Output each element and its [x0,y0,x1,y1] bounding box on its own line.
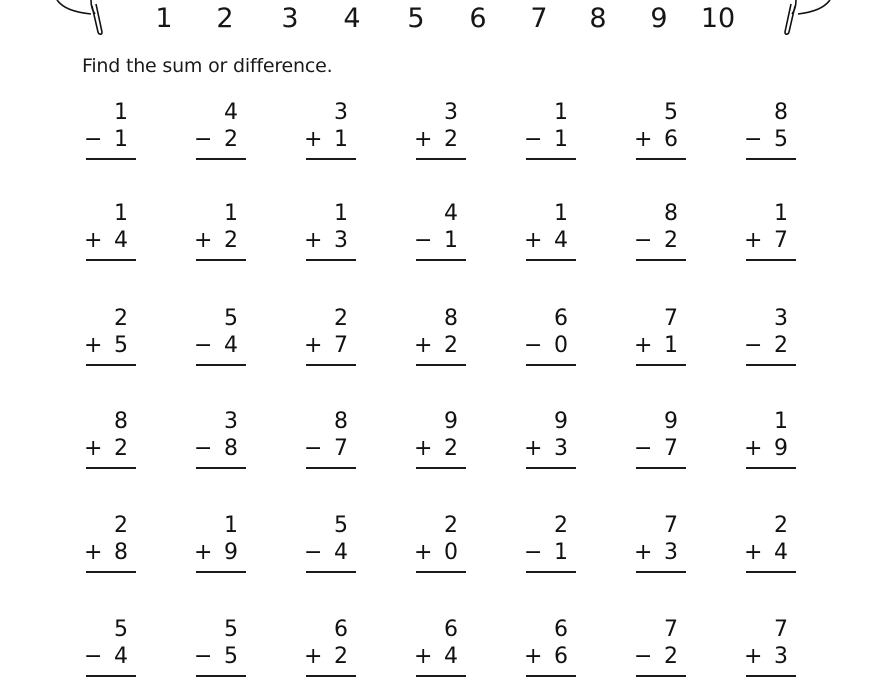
operator-sign: + [84,436,103,461]
first-operand: 8 [334,409,348,434]
second-operand: 3 [664,540,678,565]
operator-sign: + [194,228,213,253]
operator-sign: − [194,333,213,358]
math-problem [524,409,584,479]
second-operand-row [744,228,788,254]
math-problem [524,617,584,687]
first-operand: 1 [334,201,348,226]
first-operand: 2 [114,306,128,331]
second-operand-row [524,127,568,153]
first-operand: 4 [444,201,458,226]
math-problem [304,201,364,271]
second-operand-row [524,436,568,462]
second-operand-row [194,540,238,566]
operator-sign: − [634,228,653,253]
answer-line[interactable] [416,571,466,573]
first-operand: 6 [554,306,568,331]
second-operand-row [304,127,348,153]
math-problem [84,306,144,376]
answer-line[interactable] [86,158,136,160]
operator-sign: + [524,228,543,253]
answer-line[interactable] [746,571,796,573]
math-problem [194,306,254,376]
second-operand: 1 [444,228,458,253]
answer-line[interactable] [86,571,136,573]
operator-sign: − [304,436,323,461]
math-problem [524,306,584,376]
first-operand: 1 [774,201,788,226]
math-problem [304,617,364,687]
operator-sign: + [84,540,103,565]
answer-line[interactable] [526,467,576,469]
math-problem [634,513,694,583]
answer-line[interactable] [746,259,796,261]
math-problem [524,100,584,170]
header-number-6: 6 [469,3,487,34]
answer-line[interactable] [416,364,466,366]
first-operand: 5 [664,100,678,125]
answer-line[interactable] [196,675,246,677]
first-operand: 9 [444,409,458,434]
first-operand: 1 [114,100,128,125]
second-operand: 2 [664,644,678,669]
answer-line[interactable] [306,467,356,469]
operator-sign: + [414,333,433,358]
first-operand: 8 [664,201,678,226]
second-operand-row [634,436,678,462]
operator-sign: − [744,333,763,358]
operator-sign: + [634,540,653,565]
first-operand: 7 [774,617,788,642]
answer-line[interactable] [416,158,466,160]
second-operand-row [304,436,348,462]
answer-line[interactable] [86,675,136,677]
math-problem [414,513,474,583]
math-problem [744,100,804,170]
operator-sign: − [304,540,323,565]
operator-sign: + [634,333,653,358]
second-operand-row [634,228,678,254]
first-operand: 3 [224,409,238,434]
operator-sign: + [524,644,543,669]
math-problem [414,306,474,376]
second-operand: 2 [444,333,458,358]
answer-line[interactable] [636,571,686,573]
answer-line[interactable] [746,158,796,160]
math-problem [194,409,254,479]
header-number-7: 7 [530,3,548,34]
math-problem [414,100,474,170]
answer-line[interactable] [196,259,246,261]
answer-line[interactable] [526,571,576,573]
second-operand: 8 [114,540,128,565]
operator-sign: + [414,644,433,669]
answer-line[interactable] [306,158,356,160]
answer-line[interactable] [416,675,466,677]
answer-line[interactable] [306,364,356,366]
math-problem [744,617,804,687]
answer-line[interactable] [746,364,796,366]
leaf-icon [782,0,832,36]
math-problem [194,617,254,687]
operator-sign: + [744,644,763,669]
math-problem [304,306,364,376]
first-operand: 8 [774,100,788,125]
second-operand-row [414,644,458,670]
answer-line[interactable] [746,467,796,469]
first-operand: 1 [774,409,788,434]
answer-line[interactable] [196,467,246,469]
second-operand: 1 [664,333,678,358]
math-problem [744,201,804,271]
second-operand: 8 [224,436,238,461]
math-problem [194,513,254,583]
second-operand: 1 [334,127,348,152]
header-number-8: 8 [589,3,607,34]
answer-line[interactable] [636,259,686,261]
second-operand: 4 [114,228,128,253]
first-operand: 4 [224,100,238,125]
math-problem [304,100,364,170]
second-operand: 2 [444,127,458,152]
operator-sign: + [634,127,653,152]
second-operand: 1 [554,540,568,565]
instruction-text: Find the sum or difference. [82,55,333,77]
second-operand-row [524,333,568,359]
second-operand-row [524,540,568,566]
math-problem [414,617,474,687]
second-operand-row [84,127,128,153]
operator-sign: + [304,228,323,253]
second-operand: 5 [774,127,788,152]
second-operand-row [304,644,348,670]
math-problem [304,513,364,583]
second-operand-row [634,333,678,359]
second-operand: 4 [224,333,238,358]
math-problem [634,409,694,479]
math-problem [84,513,144,583]
first-operand: 9 [554,409,568,434]
operator-sign: + [304,333,323,358]
second-operand-row [634,127,678,153]
first-operand: 2 [774,513,788,538]
second-operand: 7 [664,436,678,461]
math-problem [194,201,254,271]
operator-sign: + [304,644,323,669]
first-operand: 6 [554,617,568,642]
second-operand: 1 [114,127,128,152]
first-operand: 3 [334,100,348,125]
answer-line[interactable] [196,364,246,366]
operator-sign: − [84,644,103,669]
second-operand: 2 [334,644,348,669]
math-problem [414,201,474,271]
first-operand: 3 [444,100,458,125]
answer-line[interactable] [526,158,576,160]
operator-sign: − [524,333,543,358]
operator-sign: − [194,127,213,152]
second-operand-row [524,228,568,254]
header-number-3: 3 [281,3,299,34]
first-operand: 1 [224,201,238,226]
second-operand: 2 [774,333,788,358]
first-operand: 8 [114,409,128,434]
second-operand-row [414,333,458,359]
leaf-icon [55,0,105,36]
second-operand-row [744,333,788,359]
second-operand: 0 [554,333,568,358]
operator-sign: + [524,436,543,461]
answer-line[interactable] [526,259,576,261]
operator-sign: + [304,127,323,152]
first-operand: 6 [444,617,458,642]
answer-line[interactable] [196,571,246,573]
second-operand: 2 [444,436,458,461]
second-operand-row [744,644,788,670]
first-operand: 5 [114,617,128,642]
first-operand: 2 [334,306,348,331]
math-problem [84,201,144,271]
second-operand-row [304,540,348,566]
second-operand-row [304,333,348,359]
second-operand: 1 [554,127,568,152]
second-operand: 3 [334,228,348,253]
answer-line[interactable] [636,158,686,160]
answer-line[interactable] [526,364,576,366]
first-operand: 7 [664,306,678,331]
second-operand: 2 [114,436,128,461]
second-operand-row [84,228,128,254]
second-operand-row [84,540,128,566]
math-problem [634,617,694,687]
operator-sign: − [84,127,103,152]
header-number-5: 5 [407,3,425,34]
number-line-header [0,0,880,40]
operator-sign: + [414,127,433,152]
operator-sign: − [634,644,653,669]
answer-line[interactable] [636,364,686,366]
header-number-4: 4 [343,3,361,34]
math-problem [634,306,694,376]
second-operand-row [414,436,458,462]
second-operand: 5 [114,333,128,358]
operator-sign: − [414,228,433,253]
operator-sign: − [194,436,213,461]
first-operand: 1 [554,201,568,226]
math-problem [194,100,254,170]
first-operand: 7 [664,513,678,538]
second-operand-row [634,644,678,670]
answer-line[interactable] [86,467,136,469]
math-problem [634,100,694,170]
first-operand: 5 [334,513,348,538]
second-operand: 6 [554,644,568,669]
second-operand-row [84,333,128,359]
header-number-9: 9 [650,3,668,34]
first-operand: 2 [114,513,128,538]
operator-sign: + [84,333,103,358]
second-operand-row [304,228,348,254]
operator-sign: − [194,644,213,669]
answer-line[interactable] [746,675,796,677]
first-operand: 1 [224,513,238,538]
header-number-1: 1 [155,3,173,34]
first-operand: 1 [114,201,128,226]
operator-sign: − [524,540,543,565]
second-operand: 7 [774,228,788,253]
math-problem [744,306,804,376]
second-operand: 3 [554,436,568,461]
operator-sign: + [744,228,763,253]
answer-line[interactable] [416,467,466,469]
second-operand: 4 [114,644,128,669]
math-problem [414,409,474,479]
first-operand: 6 [334,617,348,642]
answer-line[interactable] [636,675,686,677]
second-operand-row [414,228,458,254]
second-operand: 7 [334,333,348,358]
second-operand: 2 [224,127,238,152]
header-number-10: 10 [700,3,736,34]
second-operand: 2 [224,228,238,253]
answer-line[interactable] [306,259,356,261]
operator-sign: + [84,228,103,253]
answer-line[interactable] [636,467,686,469]
answer-line[interactable] [86,364,136,366]
operator-sign: + [744,436,763,461]
answer-line[interactable] [86,259,136,261]
second-operand: 7 [334,436,348,461]
math-problem [524,201,584,271]
second-operand: 6 [664,127,678,152]
second-operand: 2 [664,228,678,253]
second-operand: 4 [334,540,348,565]
second-operand: 9 [774,436,788,461]
first-operand: 9 [664,409,678,434]
answer-line[interactable] [526,675,576,677]
second-operand-row [744,540,788,566]
first-operand: 2 [444,513,458,538]
math-problem [84,409,144,479]
operator-sign: + [414,540,433,565]
second-operand-row [414,540,458,566]
math-problem [634,201,694,271]
second-operand-row [84,644,128,670]
first-operand: 1 [554,100,568,125]
math-problem [304,409,364,479]
operator-sign: − [744,127,763,152]
answer-line[interactable] [416,259,466,261]
second-operand: 4 [554,228,568,253]
math-problem [744,513,804,583]
second-operand: 3 [774,644,788,669]
operator-sign: − [524,127,543,152]
second-operand-row [744,436,788,462]
answer-line[interactable] [306,571,356,573]
math-problem [744,409,804,479]
second-operand-row [194,333,238,359]
second-operand-row [194,127,238,153]
second-operand: 9 [224,540,238,565]
math-problem [84,617,144,687]
second-operand: 5 [224,644,238,669]
operator-sign: + [414,436,433,461]
second-operand: 0 [444,540,458,565]
math-problem [84,100,144,170]
second-operand-row [194,644,238,670]
second-operand-row [634,540,678,566]
operator-sign: + [744,540,763,565]
answer-line[interactable] [196,158,246,160]
answer-line[interactable] [306,675,356,677]
second-operand-row [524,644,568,670]
first-operand: 3 [774,306,788,331]
second-operand-row [194,436,238,462]
first-operand: 2 [554,513,568,538]
second-operand-row [84,436,128,462]
second-operand: 4 [774,540,788,565]
operator-sign: + [194,540,213,565]
second-operand-row [744,127,788,153]
second-operand-row [194,228,238,254]
second-operand-row [414,127,458,153]
first-operand: 5 [224,617,238,642]
header-number-2: 2 [216,3,234,34]
first-operand: 7 [664,617,678,642]
first-operand: 5 [224,306,238,331]
math-problem [524,513,584,583]
first-operand: 8 [444,306,458,331]
operator-sign: − [634,436,653,461]
second-operand: 4 [444,644,458,669]
